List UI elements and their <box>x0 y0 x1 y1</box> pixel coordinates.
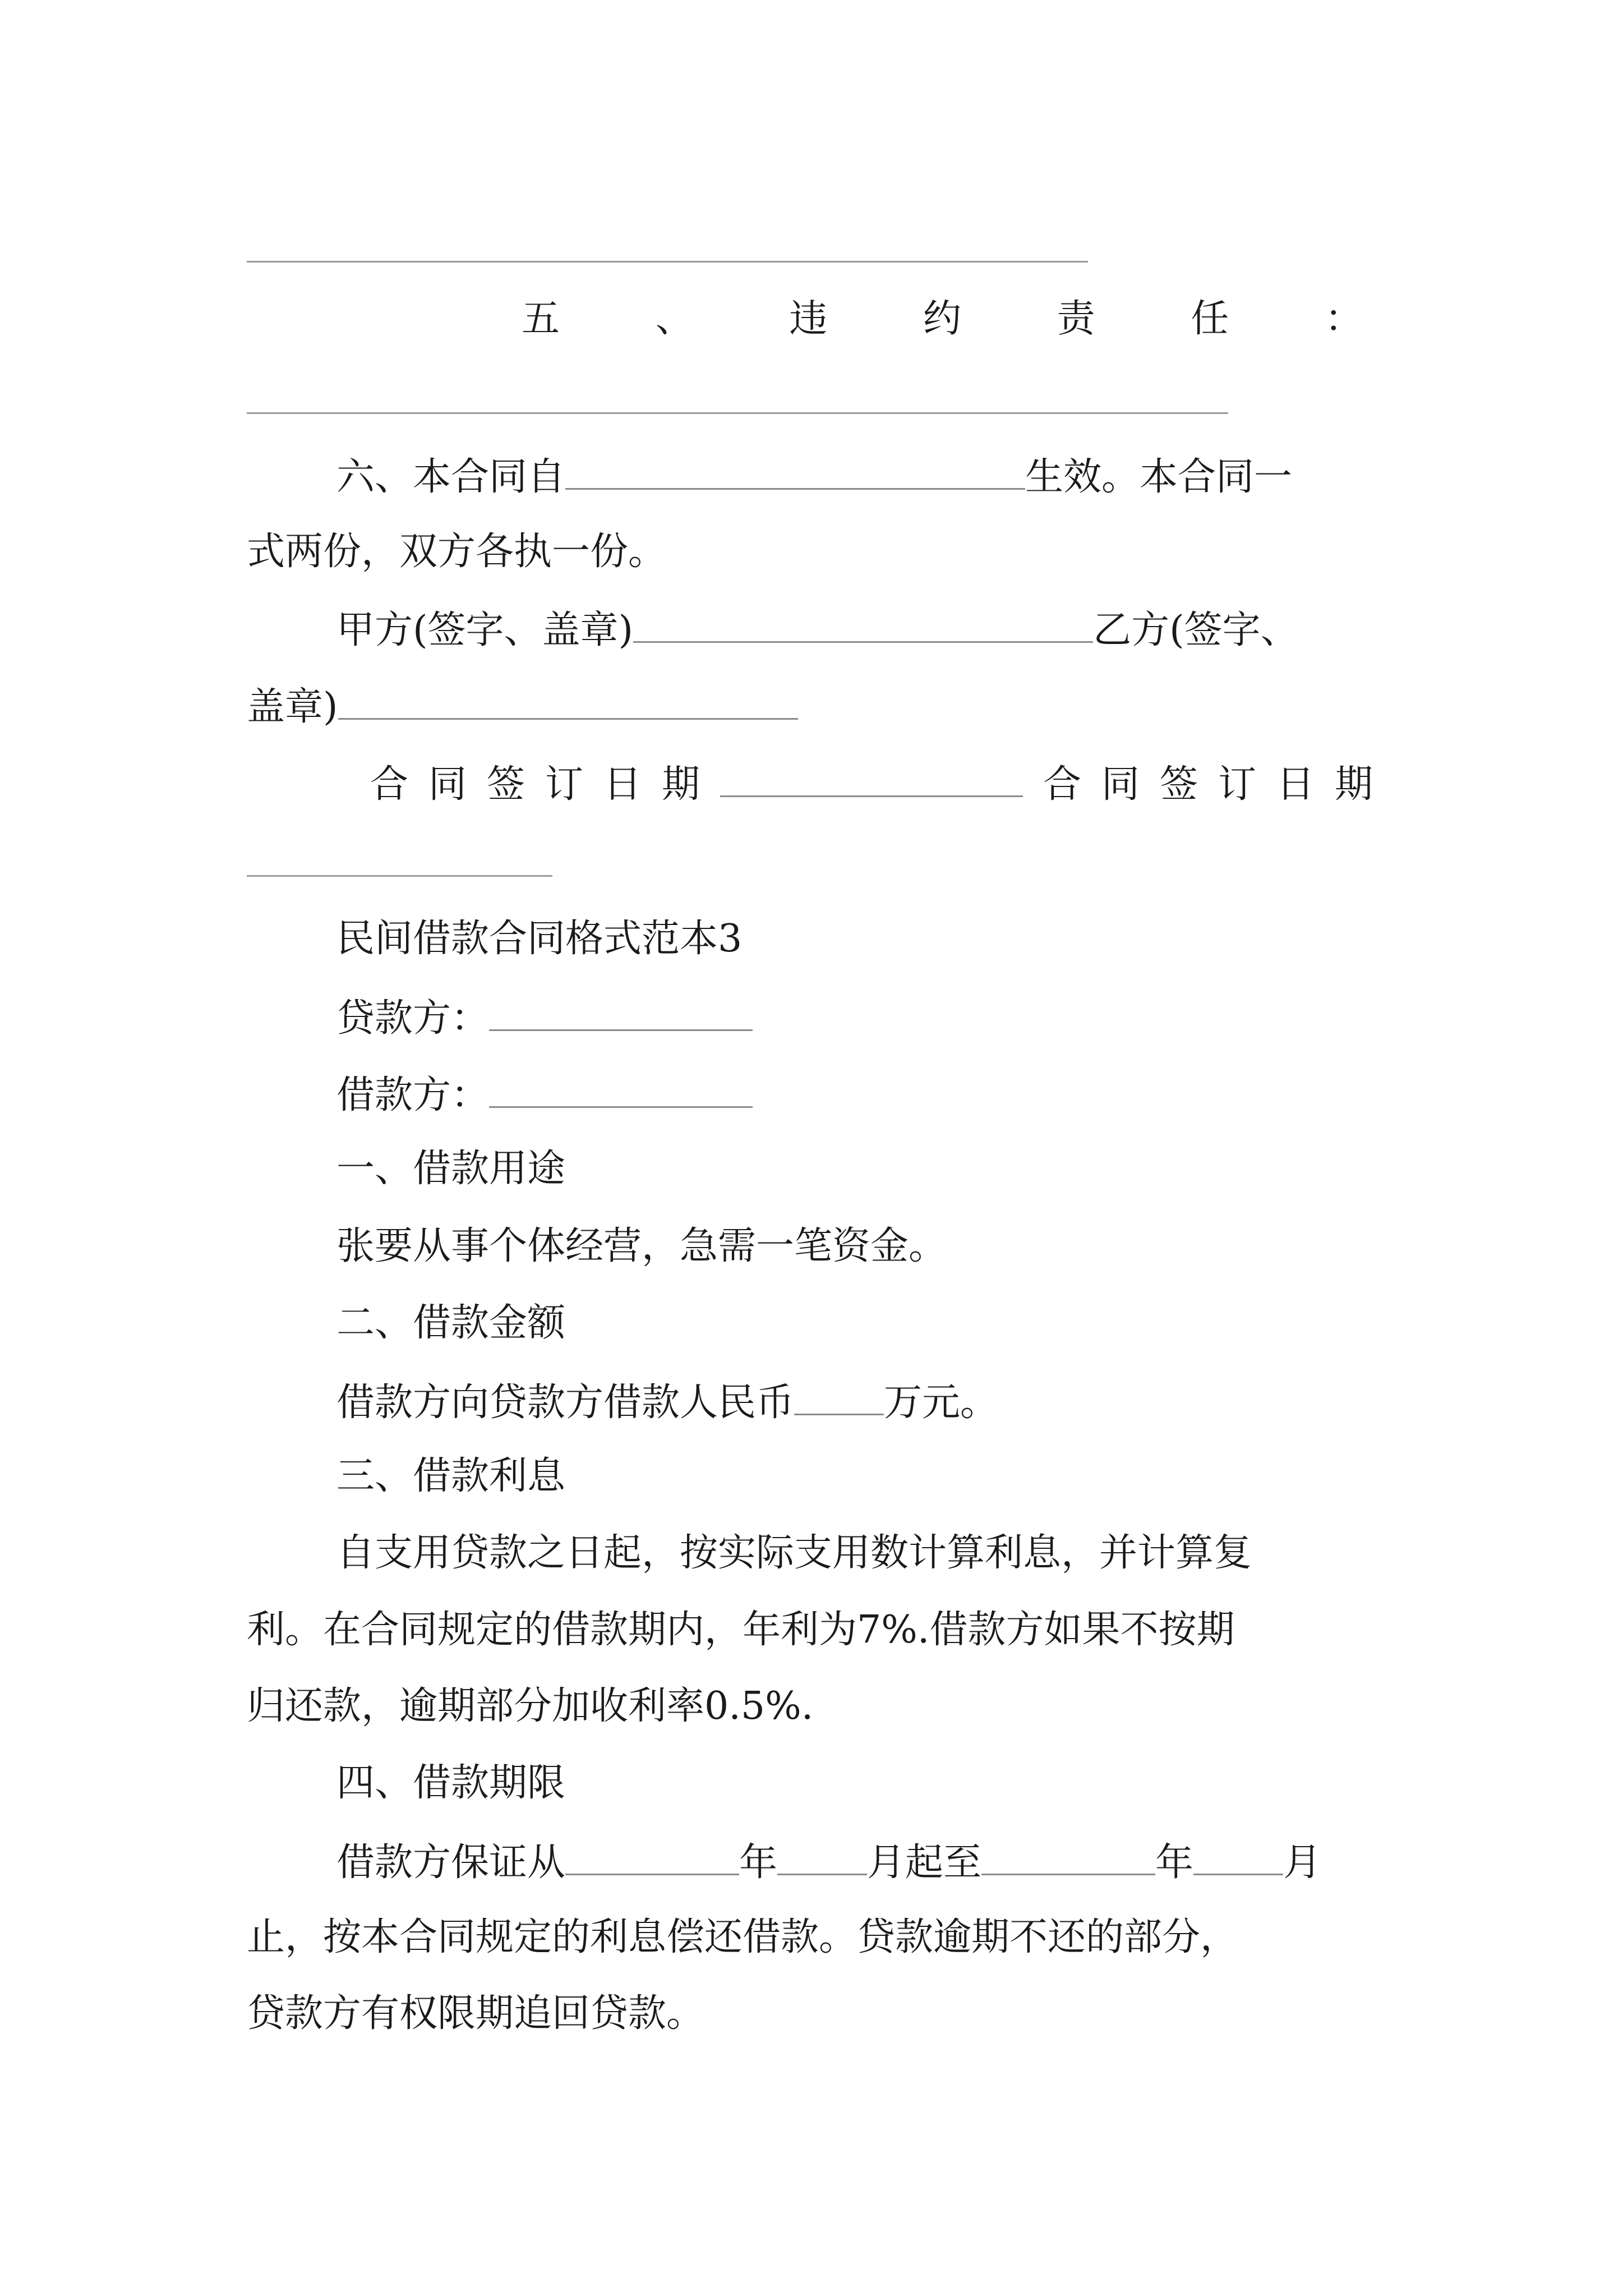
blank-line-top <box>247 261 1088 263</box>
sec2-text <box>336 1381 999 1425</box>
sec6-line2: 式两份，双方各执一份。 <box>247 530 667 574</box>
lender-label: 贷款方： <box>336 996 490 1041</box>
sec1-heading: 一、借款用途 <box>336 1147 566 1191</box>
borrower-label: 借款方： <box>336 1073 490 1117</box>
sec4-line1 <box>336 1841 1322 1885</box>
sec2-prefix: 借款方向贷款方借款人民币 <box>336 1381 795 1425</box>
sec4-from-label: 借款方保证从 <box>336 1841 566 1885</box>
sign-date-label-a: 合同签订日期 <box>370 762 721 807</box>
breach-title-char: 违 <box>789 297 828 341</box>
breach-title-char: 约 <box>923 297 961 341</box>
breach-title-char: 任 <box>1191 297 1229 341</box>
sec3-heading: 三、借款利息 <box>336 1454 566 1498</box>
start-month-blank <box>777 1841 867 1875</box>
sec4-line3: 贷款方有权限期追回贷款。 <box>247 1991 705 2036</box>
sec4-line2: 止，按本合同规定的利息偿还借款。贷款逾期不还的部分， <box>247 1915 1239 1959</box>
lender-blank <box>489 997 753 1031</box>
sec3-line2: 利。在合同规定的借款期内，年利为7%.借款方如果不按期 <box>247 1608 1235 1652</box>
lender-line <box>336 996 753 1041</box>
borrower-line <box>336 1074 753 1115</box>
sign-date-blank-b <box>247 875 552 877</box>
party-a-label: 甲方(签字、盖章) <box>336 608 634 652</box>
sec4-heading: 四、借款期限 <box>336 1761 566 1805</box>
sec2-heading: 二、借款金额 <box>336 1301 566 1345</box>
breach-title-char: 、 <box>655 297 694 341</box>
end-year-blank <box>981 1841 1155 1875</box>
month-label: 月 <box>1283 1841 1322 1885</box>
sign-date-row <box>370 762 1394 807</box>
breach-title-char: 五 <box>522 297 560 341</box>
signature-line <box>336 609 1299 650</box>
template-title: 民间借款合同格式范本3 <box>336 917 743 961</box>
party-b-label-cont: 盖章) <box>247 685 338 729</box>
year-label: 年 <box>739 1841 778 1885</box>
sign-date-label-b: 合同签订日期 <box>1043 762 1394 807</box>
sec3-line3: 归还款，逾期部分加收利率0.5%. <box>247 1684 814 1728</box>
amount-blank <box>794 1381 884 1415</box>
effective-date-blank <box>565 455 1025 490</box>
party-a-signature-blank <box>633 609 1093 643</box>
party-b-signature-blank <box>338 685 798 720</box>
sec1-text: 张要从事个体经营，急需一笔资金。 <box>336 1224 947 1268</box>
breach-title <box>522 297 1363 341</box>
year-label: 年 <box>1155 1841 1194 1885</box>
start-year-blank <box>565 1841 739 1875</box>
sec6-line1 <box>336 455 1293 499</box>
sec6-prefix: 六、本合同自 <box>336 455 566 499</box>
sec2-suffix: 万元。 <box>884 1381 999 1425</box>
end-month-blank <box>1193 1841 1283 1875</box>
sec3-line1: 自支用贷款之日起，按实际支用数计算利息，并计算复 <box>336 1531 1252 1575</box>
breach-title-char: ： <box>1324 297 1363 341</box>
party-b-label: 乙方(签字、 <box>1093 608 1299 652</box>
sec6-suffix: 生效。本合同一 <box>1025 455 1293 499</box>
breach-title-char: 责 <box>1057 297 1095 341</box>
blank-line-breach <box>247 412 1228 414</box>
sign-date-blank-a <box>720 763 1023 797</box>
borrower-blank <box>489 1074 753 1108</box>
sec4-to-label: 月起至 <box>867 1841 982 1885</box>
signature-line-2 <box>247 685 798 729</box>
